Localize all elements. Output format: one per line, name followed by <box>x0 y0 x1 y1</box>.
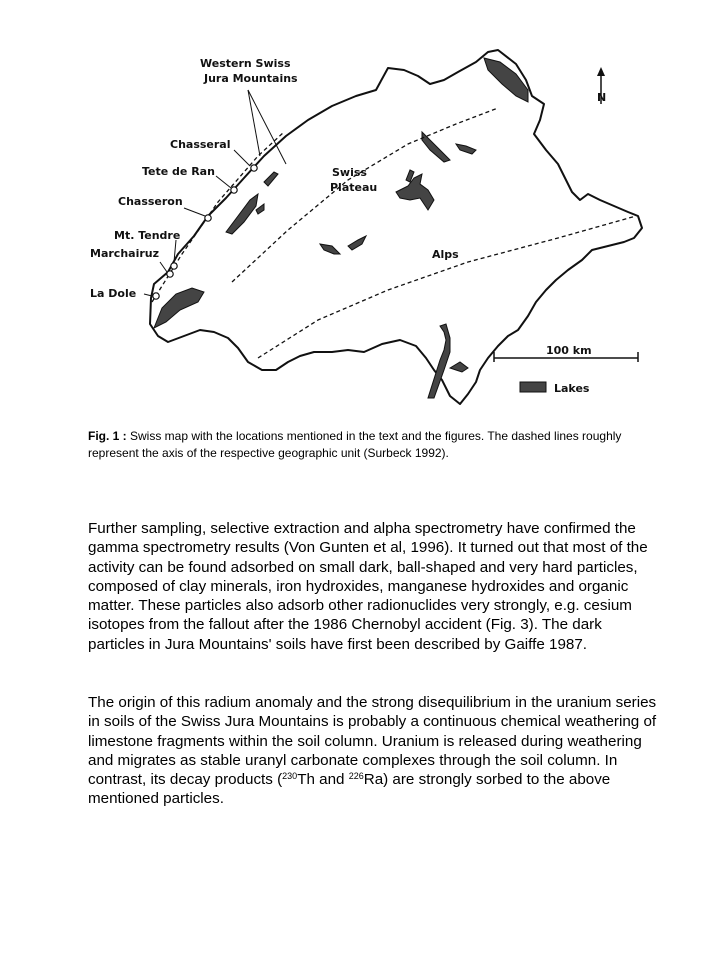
label-chasseral: Chasseral <box>170 138 231 151</box>
p2-text-b: Th and <box>297 771 349 789</box>
marker-chasseral <box>251 165 257 171</box>
legend-lakes-label: Lakes <box>554 382 590 395</box>
body-paragraph-2 <box>88 693 658 809</box>
label-chasseron: Chasseron <box>118 195 183 208</box>
label-alps: Alps <box>432 248 459 261</box>
leader-western-jura-2 <box>248 90 260 156</box>
legend-lake-swatch <box>520 382 546 392</box>
marker-tete-de-ran <box>231 187 237 193</box>
marker-mt-tendre <box>171 263 177 269</box>
body-paragraph-1: Further sampling, selective extraction and alpha spectrometry have confirmed the gamma spectrometry results (Von Gunten et al, 1996). It turned out that most of the activity can be found adsorbed on small dark, ball-shaped and very hard particles, composed of clay minerals, iron hydroxides, manganese hydroxides and organic matter. These particles also adsorb other radionuclides very strongly, e.g. cesium isotopes from the fallout after the 1986 Chernobyl accident (Fig. 3). The dark particles in Jura Mountains' soils have first been described by Gaiffe 1987. <box>88 520 648 653</box>
label-swiss-plateau-line1: Swiss <box>332 166 367 179</box>
leader-chasseral <box>234 150 250 166</box>
leader-chasseron <box>184 208 205 216</box>
north-label: N <box>597 91 607 104</box>
label-marchairuz: Marchairuz <box>90 247 159 260</box>
label-tete-de-ran: Tete de Ran <box>142 165 215 178</box>
p2-text-c: Ra) are strongly sorbed to the above mentioned particles. <box>88 771 611 808</box>
leader-marchairuz <box>160 262 167 272</box>
legend <box>520 382 590 395</box>
label-mt-tendre: Mt. Tendre <box>114 229 181 242</box>
marker-chasseron <box>205 215 211 221</box>
swiss-map-figure <box>88 40 648 418</box>
label-western-jura-line1: Western Swiss <box>200 57 291 70</box>
caption-label: Fig. 1 : <box>88 429 127 443</box>
label-swiss-plateau-line2: Plateau <box>330 181 378 194</box>
scale-bar <box>494 344 638 362</box>
marker-marchairuz <box>167 271 173 277</box>
p2-text-a: The origin of this radium anomaly and the strong disequilibrium in the uranium series in soils of the Swiss Jura Mountains is probably a continuous chemical weathering of limestone fragments within the soil column. Uranium is released during weathering and migrates as stable uranyl carbonate complexes through the soil column. In contrast, its decay products ( <box>88 694 657 789</box>
marker-la-dole <box>153 293 159 299</box>
figure-caption <box>88 428 648 462</box>
leader-tete-de-ran <box>216 176 231 188</box>
north-arrow <box>597 67 606 104</box>
p2-sup-230: 230 <box>282 771 298 782</box>
swiss-map <box>88 40 648 418</box>
p2-sup-226: 226 <box>348 771 364 782</box>
label-western-jura-line2: Jura Mountains <box>204 72 298 85</box>
caption-text: Swiss map with the locations mentioned in the text and the figures. The dashed lines roughly represent the axis of the respective geographic unit (Surbeck 1992). <box>88 429 622 460</box>
label-la-dole: La Dole <box>90 287 137 300</box>
scale-label: 100 km <box>546 344 592 357</box>
